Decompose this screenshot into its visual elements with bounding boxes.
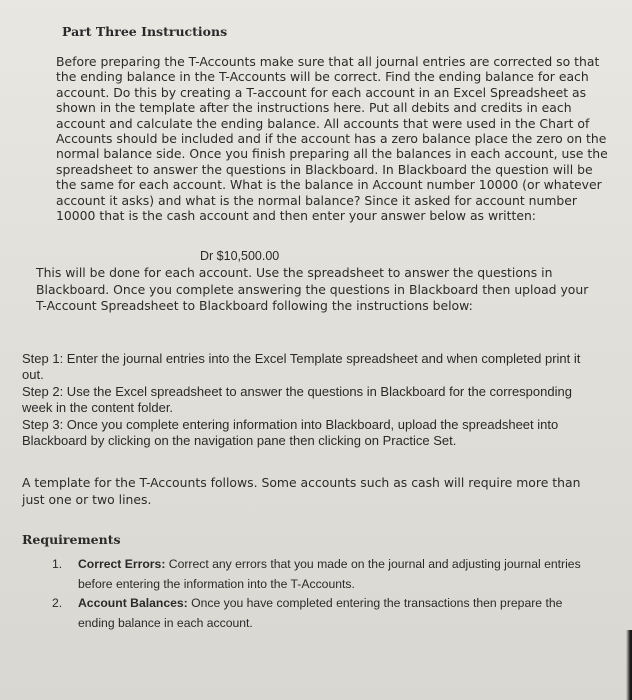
requirement-item: [52, 555, 592, 594]
intro-paragraph: Before preparing the T-Accounts make sure that all journal entries are corrected so that the ending balance in the T-Accounts will be correct. Find the ending balance for each account. Do this by creating a T-account for each account in an Excel Spreadsheet as shown in the template after the instructions here. Put all debits and credits in each account and calculate the ending balance. All accounts that were used in the Chart of Accounts should be included and if the account has a zero balance place the zero on the normal balance side. Once you finish preparing all the balances in each account, use the spreadsheet to answer the questions in Blackboard. In Blackboard the question will be the same for each account. What is the balance in Account number 10000 (or whatever account it asks) and what is the normal balance? Since it asked for account number 10000 that is the cash account and then enter your answer below as written:: [56, 54, 608, 224]
requirement-body: [78, 594, 592, 633]
step-1: Step 1: Enter the journal entries into the Excel Template spreadsheet and when completed print it out.: [22, 351, 581, 382]
page-title: Part Three Instructions: [62, 24, 228, 39]
followup-paragraph: This will be done for each account. Use the spreadsheet to answer the questions in Blackboard. Once you complete answering the questions in Blackboard then upload your T-Account Spreadsheet to Blackboard following the instructions below:: [36, 265, 589, 313]
requirements-heading: Requirements: [22, 532, 121, 547]
requirement-title: Correct Errors:: [78, 557, 166, 571]
requirement-title: Account Balances:: [78, 596, 188, 610]
page-edge-shadow: [626, 630, 632, 700]
template-note: A template for the T-Accounts follows. Some accounts such as cash will require more than just one or two lines.: [22, 475, 581, 507]
requirement-text: Correct any errors that you made on the journal and adjusting journal entries before entering the information into the T-Accounts.: [78, 557, 581, 591]
step-3: Step 3: Once you complete entering information into Blackboard, upload the spreadsheet into Blackboard by clicking on the navigation pane then clicking on Practice Set.: [22, 417, 559, 448]
requirement-body: [78, 555, 592, 594]
requirement-number: 2.: [52, 596, 63, 610]
requirement-text: Once you have completed entering the transactions then prepare the ending balance in each account.: [78, 596, 563, 630]
requirements-list: [52, 555, 592, 633]
requirement-item: [52, 594, 592, 633]
steps-list: [22, 351, 602, 450]
example-answer: Dr $10,500.00: [200, 249, 280, 263]
step-2: Step 2: Use the Excel spreadsheet to answer the questions in Blackboard for the corresponding week in the content folder.: [22, 384, 572, 415]
requirement-number: 1.: [52, 557, 63, 571]
